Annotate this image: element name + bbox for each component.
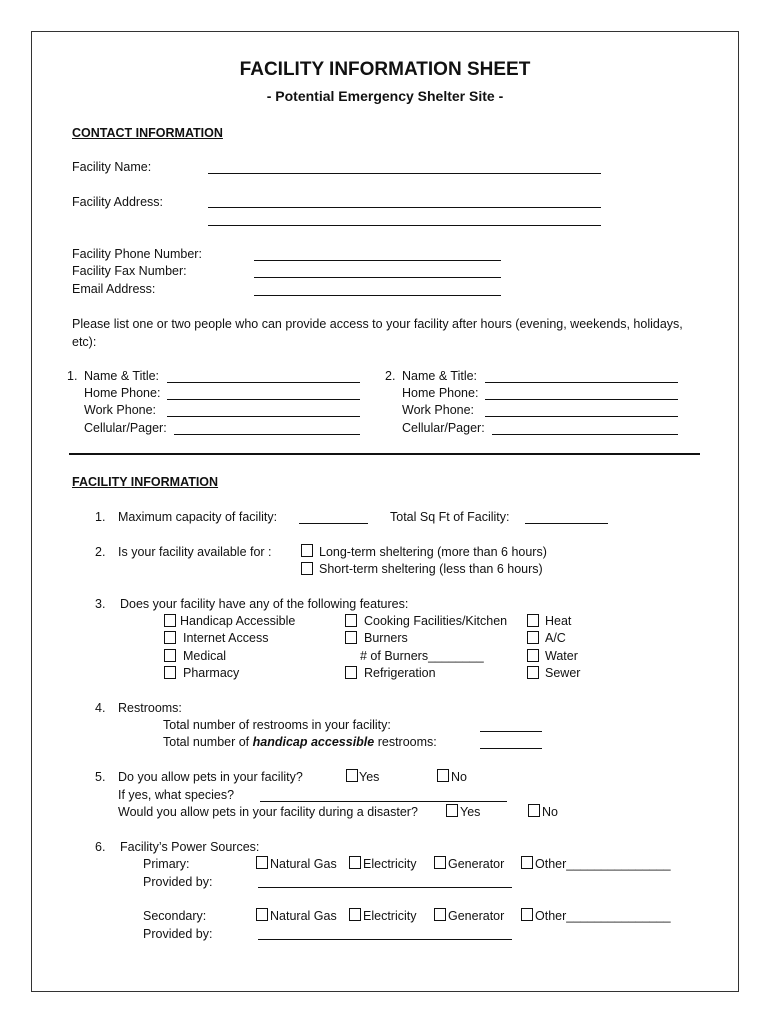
person2-number: 2. [385, 369, 396, 383]
secondary-natural-gas-checkbox[interactable] [256, 908, 268, 921]
handicap-restrooms-field[interactable] [480, 748, 542, 749]
pets-yes-checkbox[interactable] [346, 769, 358, 782]
pets-yes-label: Yes [359, 770, 380, 784]
handicap-restrooms-prefix: Total number of [163, 735, 253, 749]
person2-cell-field[interactable] [492, 434, 678, 435]
disaster-pets-label: Would you allow pets in your facility during a disaster? [118, 805, 418, 819]
primary-label: Primary: [143, 857, 190, 871]
page-title: FACILITY INFORMATION SHEET [239, 59, 531, 80]
q3-number: 3. [95, 597, 106, 611]
disaster-pets-yes-label: Yes [460, 805, 481, 819]
medical-label: Medical [183, 649, 227, 663]
facility-phone-label: Facility Phone Number: [72, 247, 202, 261]
sewer-label: Sewer [545, 666, 581, 680]
capacity-label: Maximum capacity of facility: [118, 510, 278, 524]
person1-name-field[interactable] [167, 382, 360, 383]
email-field[interactable] [254, 295, 501, 296]
species-label: If yes, what species? [118, 788, 235, 802]
secondary-generator-label: Generator [448, 909, 505, 923]
primary-generator-checkbox[interactable] [434, 856, 446, 869]
q6-number: 6. [95, 840, 106, 854]
pets-no-label: No [451, 770, 467, 784]
primary-natural-gas-checkbox[interactable] [256, 856, 268, 869]
q2-number: 2. [95, 545, 106, 559]
person1-home-label: Home Phone: [84, 386, 161, 400]
section-divider [69, 453, 700, 455]
pets-question-label: Do you allow pets in your facility? [118, 770, 303, 784]
page-subtitle: - Potential Emergency Shelter Site - [266, 88, 504, 104]
person2-home-field[interactable] [485, 399, 678, 400]
after-hours-instruction-cont: etc): [72, 335, 97, 349]
pharmacy-checkbox[interactable] [164, 666, 176, 679]
person2-name-label: Name & Title: [402, 369, 478, 383]
primary-other-checkbox[interactable] [521, 856, 533, 869]
person1-work-field[interactable] [167, 416, 360, 417]
ac-checkbox[interactable] [527, 631, 539, 644]
burners-label: Burners [364, 631, 408, 645]
total-restrooms-label: Total number of restrooms in your facility: [163, 718, 391, 732]
secondary-natural-gas-label: Natural Gas [270, 909, 337, 923]
primary-provided-by-label: Provided by: [143, 875, 213, 889]
email-label: Email Address: [72, 282, 156, 296]
sewer-checkbox[interactable] [527, 666, 539, 679]
cooking-facilities-checkbox[interactable] [345, 614, 357, 627]
secondary-generator-checkbox[interactable] [434, 908, 446, 921]
person1-cell-field[interactable] [174, 434, 360, 435]
person1-home-field[interactable] [167, 399, 360, 400]
facility-name-label: Facility Name: [72, 160, 152, 174]
person1-number: 1. [67, 369, 78, 383]
person1-work-label: Work Phone: [84, 403, 157, 417]
power-sources-label: Facility’s Power Sources: [120, 840, 260, 854]
handicap-accessible-checkbox[interactable] [164, 614, 176, 627]
primary-electricity-label: Electricity [363, 857, 417, 871]
secondary-provided-by-field[interactable] [258, 939, 512, 940]
person2-work-field[interactable] [485, 416, 678, 417]
disaster-pets-no-label: No [542, 805, 558, 819]
q5-number: 5. [95, 770, 106, 784]
facility-fax-label: Facility Fax Number: [72, 264, 187, 278]
heat-label: Heat [545, 614, 572, 628]
primary-electricity-checkbox[interactable] [349, 856, 361, 869]
person1-name-label: Name & Title: [84, 369, 160, 383]
facility-address-label: Facility Address: [72, 195, 164, 209]
primary-other-field[interactable]: Other_______________ [535, 857, 671, 871]
person2-work-label: Work Phone: [402, 403, 475, 417]
long-term-checkbox[interactable] [301, 544, 313, 557]
refrigeration-label: Refrigeration [364, 666, 436, 680]
secondary-electricity-checkbox[interactable] [349, 908, 361, 921]
handicap-restrooms-label [163, 735, 437, 750]
after-hours-instruction: Please list one or two people who can provide access to your facility after hours (evening, weekends, holidays, [72, 317, 683, 331]
short-term-checkbox[interactable] [301, 562, 313, 575]
features-label: Does your facility have any of the following features: [120, 597, 409, 611]
refrigeration-checkbox[interactable] [345, 666, 357, 679]
q1-number: 1. [95, 510, 106, 524]
pets-no-checkbox[interactable] [437, 769, 449, 782]
availability-label: Is your facility available for : [118, 545, 272, 559]
secondary-electricity-label: Electricity [363, 909, 417, 923]
water-label: Water [545, 649, 578, 663]
facility-section-heading: FACILITY INFORMATION [72, 475, 219, 489]
pharmacy-label: Pharmacy [183, 666, 240, 680]
secondary-other-field[interactable]: Other_______________ [535, 909, 671, 923]
contact-section-heading: CONTACT INFORMATION [72, 126, 223, 140]
disaster-pets-yes-checkbox[interactable] [446, 804, 458, 817]
internet-access-label: Internet Access [183, 631, 269, 645]
facility-address-field-1[interactable] [208, 207, 601, 208]
secondary-label: Secondary: [143, 909, 207, 923]
long-term-label: Long-term sheltering (more than 6 hours) [319, 545, 547, 559]
person2-cell-label: Cellular/Pager: [402, 421, 485, 435]
ac-label: A/C [545, 631, 566, 645]
total-restrooms-field[interactable] [480, 731, 542, 732]
secondary-other-checkbox[interactable] [521, 908, 533, 921]
handicap-restrooms-suffix: restrooms: [374, 735, 437, 749]
sqft-label: Total Sq Ft of Facility: [390, 510, 510, 524]
primary-natural-gas-label: Natural Gas [270, 857, 337, 871]
primary-provided-by-field[interactable] [258, 887, 512, 888]
primary-generator-label: Generator [448, 857, 505, 871]
facility-address-field-2[interactable] [208, 225, 601, 226]
person2-home-label: Home Phone: [402, 386, 479, 400]
person2-name-field[interactable] [485, 382, 678, 383]
burners-count-field[interactable]: # of Burners________ [360, 649, 484, 663]
facility-phone-field[interactable] [254, 260, 501, 261]
short-term-label: Short-term sheltering (less than 6 hours) [319, 562, 543, 576]
cooking-facilities-label: Cooking Facilities/Kitchen [364, 614, 508, 628]
heat-checkbox[interactable] [527, 614, 539, 627]
water-checkbox[interactable] [527, 649, 539, 662]
person1-cell-label: Cellular/Pager: [84, 421, 167, 435]
sqft-field[interactable] [525, 523, 608, 524]
species-field[interactable] [260, 801, 507, 802]
internet-access-checkbox[interactable] [164, 631, 176, 644]
capacity-field[interactable] [299, 523, 368, 524]
facility-name-field[interactable] [208, 173, 601, 174]
q4-number: 4. [95, 701, 106, 715]
burners-checkbox[interactable] [345, 631, 357, 644]
facility-fax-field[interactable] [254, 277, 501, 278]
restrooms-label: Restrooms: [118, 701, 182, 715]
disaster-pets-no-checkbox[interactable] [528, 804, 540, 817]
handicap-accessible-label: Handicap Accessible [180, 614, 296, 628]
secondary-provided-by-label: Provided by: [143, 927, 213, 941]
handicap-restrooms-emphasis: handicap accessible [252, 735, 375, 749]
medical-checkbox[interactable] [164, 649, 176, 662]
